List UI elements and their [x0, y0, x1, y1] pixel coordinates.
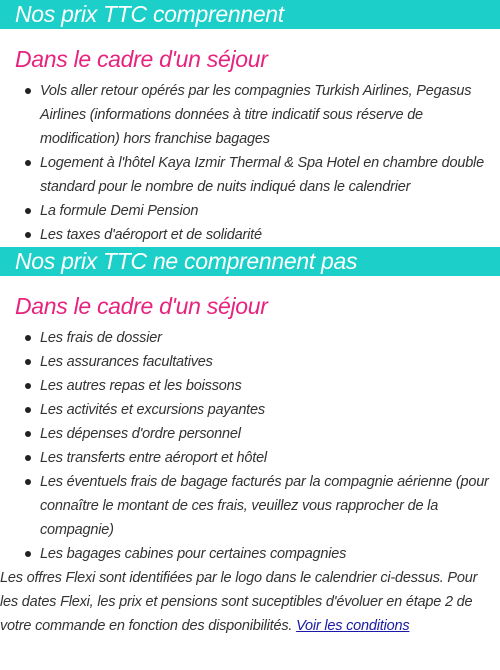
bullet-icon [25, 455, 31, 461]
list-item [40, 542, 500, 566]
list-item-text: Les autres repas et les boissons [40, 378, 242, 394]
list-item-text: Les frais de dossier [40, 330, 162, 346]
list-item [40, 398, 500, 422]
list-item-text: Vols aller retour opérés par les compagnies Turkish Airlines, Pegasus Airlines (informations données à titre indicatif sous réserve de modification) hors franchise bagages [40, 83, 472, 147]
bullet-icon [25, 335, 31, 341]
bullet-icon [25, 88, 31, 94]
list-item [40, 374, 500, 398]
view-conditions-link[interactable]: Voir les conditions [296, 618, 410, 634]
list-item-text: Les taxes d'aéroport et de solidarité [40, 227, 262, 243]
bullet-icon [25, 479, 31, 485]
list-item [40, 470, 500, 542]
excluded-band-title: Nos prix TTC ne comprennent pas [0, 247, 500, 276]
bullet-icon [25, 383, 31, 389]
flexi-footer-text: Les offres Flexi sont identifiées par le logo dans le calendrier ci-dessus. Pour les dates Flexi, les prix et pensions sont suceptibles d'évoluer en étape 2 de votre commande en fonction des disponibilités. [0, 570, 478, 634]
list-item-text: Les éventuels frais de bagage facturés par la compagnie aérienne (pour connaître le montant de ces frais, veuillez vous rapprocher de la compagnie) [40, 474, 489, 538]
bullet-icon [25, 431, 31, 437]
bullet-icon [25, 551, 31, 557]
list-item [40, 350, 500, 374]
included-band-title: Nos prix TTC comprennent [0, 0, 500, 29]
bullet-icon [25, 160, 31, 166]
list-item [40, 79, 500, 151]
list-item-text: Les assurances facultatives [40, 354, 213, 370]
list-item-text: Les transferts entre aéroport et hôtel [40, 450, 267, 466]
list-item-text: Logement à l'hôtel Kaya Izmir Thermal & Spa Hotel en chambre double standard pour le nombre de nuits indiqué dans le calendrier [40, 155, 484, 195]
included-section [0, 0, 500, 247]
excluded-section [0, 247, 500, 566]
list-item-text: Les dépenses d'ordre personnel [40, 426, 241, 442]
list-item [40, 151, 500, 199]
included-list [0, 79, 500, 247]
bullet-icon [25, 232, 31, 238]
bullet-icon [25, 407, 31, 413]
list-item-text: La formule Demi Pension [40, 203, 199, 219]
bullet-icon [25, 208, 31, 214]
list-item [40, 223, 500, 247]
flexi-footer-note [0, 566, 500, 638]
excluded-list [0, 326, 500, 566]
list-item [40, 422, 500, 446]
list-item [40, 446, 500, 470]
list-item-text: Les bagages cabines pour certaines compagnies [40, 546, 347, 562]
list-item-text: Les activités et excursions payantes [40, 402, 265, 418]
excluded-subtitle: Dans le cadre d'un séjour [15, 293, 268, 319]
list-item [40, 199, 500, 223]
list-item [40, 326, 500, 350]
included-subtitle: Dans le cadre d'un séjour [15, 46, 268, 72]
bullet-icon [25, 359, 31, 365]
